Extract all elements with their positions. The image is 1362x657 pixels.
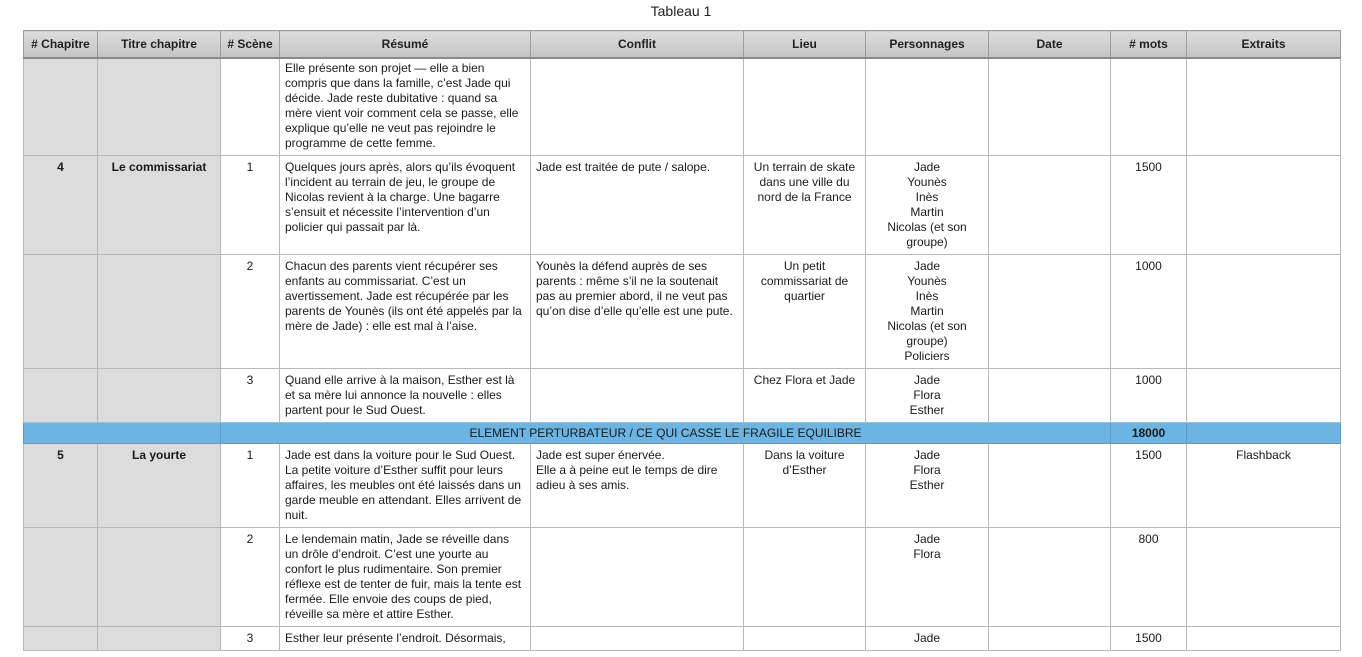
header-extraits[interactable]: Extraits: [1187, 31, 1341, 59]
cell-date[interactable]: [989, 58, 1111, 156]
personnage-item: Jade: [913, 448, 941, 462]
cell-personnages[interactable]: [866, 528, 989, 627]
cell-scene[interactable]: 2: [221, 528, 280, 627]
personnage-item: Inès: [915, 190, 939, 204]
separator-extraits[interactable]: [1187, 423, 1341, 444]
cell-conflit[interactable]: Younès la défend auprès de ses parents : même s’il ne la soutenait pas au premier abord, il ne veut pas qu’on dise d’elle qu’elle est une pute.: [531, 255, 744, 369]
cell-lieu[interactable]: [744, 58, 866, 156]
cell-mots[interactable]: 800: [1111, 528, 1187, 627]
cell-scene[interactable]: [221, 58, 280, 156]
cell-conflit[interactable]: [531, 58, 744, 156]
cell-chapitre[interactable]: [24, 369, 98, 423]
personnage-item: Nicolas (et son groupe): [887, 220, 967, 249]
table-row: [24, 58, 1341, 156]
cell-conflit[interactable]: [531, 444, 744, 528]
table-body-part2: [24, 444, 1341, 651]
cell-lieu[interactable]: Chez Flora et Jade: [744, 369, 866, 423]
cell-extraits[interactable]: [1187, 255, 1341, 369]
cell-extraits[interactable]: [1187, 369, 1341, 423]
cell-scene[interactable]: 2: [221, 255, 280, 369]
cell-date[interactable]: [989, 627, 1111, 651]
header-scene[interactable]: # Scène: [221, 31, 280, 59]
table-body-part1: [24, 58, 1341, 423]
cell-mots[interactable]: 1000: [1111, 255, 1187, 369]
cell-mots[interactable]: 1500: [1111, 444, 1187, 528]
cell-lieu[interactable]: Un terrain de skate dans une ville du nord de la France: [744, 156, 866, 255]
header-row: [24, 31, 1341, 59]
cell-chapitre[interactable]: [24, 528, 98, 627]
personnage-item: Esther: [909, 478, 945, 492]
personnage-item: Esther: [909, 403, 945, 417]
cell-extraits[interactable]: [1187, 58, 1341, 156]
cell-titre-chapitre[interactable]: Le commissariat: [98, 156, 221, 255]
header-conflit[interactable]: Conflit: [531, 31, 744, 59]
cell-mots[interactable]: 1500: [1111, 627, 1187, 651]
table-row: [24, 255, 1341, 369]
header-mots[interactable]: # mots: [1111, 31, 1187, 59]
cell-mots[interactable]: [1111, 58, 1187, 156]
personnage-item: Flora: [913, 547, 941, 561]
table-separator: [24, 423, 1341, 444]
cell-personnages[interactable]: [866, 58, 989, 156]
cell-chapitre[interactable]: [24, 255, 98, 369]
personnage-item: Jade: [913, 259, 941, 273]
cell-extraits[interactable]: [1187, 627, 1341, 651]
header-chapitre[interactable]: # Chapitre: [24, 31, 98, 59]
cell-chapitre[interactable]: [24, 627, 98, 651]
personnage-item: Policiers: [904, 349, 950, 363]
header-lieu[interactable]: Lieu: [744, 31, 866, 59]
cell-date[interactable]: [989, 369, 1111, 423]
cell-resume[interactable]: Elle présente son projet — elle a bien compris que dans la famille, c’est Jade qui décide. Jade reste dubitative : quand sa mère vient voir comment cela se passe, elle explique qu’elle ne veut pas rejoindre le programme de cette femme.: [280, 58, 531, 156]
cell-resume[interactable]: Quand elle arrive à la maison, Esther est là et sa mère lui annonce la nouvelle : elles partent pour le Sud Ouest.: [280, 369, 531, 423]
story-table: [23, 30, 1341, 651]
personnage-item: Nicolas (et son groupe): [887, 319, 967, 348]
table-row: [24, 627, 1341, 651]
cell-scene[interactable]: 1: [221, 444, 280, 528]
cell-titre-chapitre[interactable]: [98, 369, 221, 423]
cell-conflit[interactable]: [531, 528, 744, 627]
header-personnages[interactable]: Personnages: [866, 31, 989, 59]
cell-chapitre[interactable]: [24, 58, 98, 156]
cell-resume[interactable]: Le lendemain matin, Jade se réveille dans un drôle d’endroit. C’est une yourte au confort le plus rudimentaire. Son premier réflexe est de tenter de fuir, mais la tente est fermée. Elle envoie des coups de pied, réveille sa mère et attire Esther.: [280, 528, 531, 627]
cell-conflit[interactable]: [531, 627, 744, 651]
personnage-item: Jade: [913, 532, 941, 546]
cell-scene[interactable]: 3: [221, 369, 280, 423]
separator-mots[interactable]: 18000: [1111, 423, 1187, 444]
cell-personnages[interactable]: [866, 444, 989, 528]
conflit-line: Jade est super énervée.: [536, 448, 665, 462]
personnage-item: Inès: [915, 289, 939, 303]
cell-extraits[interactable]: Flashback: [1187, 444, 1341, 528]
cell-lieu[interactable]: [744, 528, 866, 627]
personnage-item: Jade: [913, 160, 941, 174]
personnage-item: Martin: [910, 205, 944, 219]
header-resume[interactable]: Résumé: [280, 31, 531, 59]
cell-lieu[interactable]: Un petit commissariat de quartier: [744, 255, 866, 369]
table-row: [24, 369, 1341, 423]
cell-titre-chapitre[interactable]: [98, 255, 221, 369]
separator-label[interactable]: ELEMENT PERTURBATEUR / CE QUI CASSE LE FRAGILE EQUILIBRE: [221, 423, 1111, 444]
cell-chapitre[interactable]: 4: [24, 156, 98, 255]
table-row: [24, 528, 1341, 627]
cell-titre-chapitre[interactable]: [98, 58, 221, 156]
cell-personnages[interactable]: [866, 255, 989, 369]
cell-mots[interactable]: 1500: [1111, 156, 1187, 255]
cell-date[interactable]: [989, 156, 1111, 255]
cell-conflit[interactable]: [531, 369, 744, 423]
conflit-line: Elle a à peine eut le temps de dire adieu à ses amis.: [536, 463, 718, 492]
personnage-item: Flora: [913, 388, 941, 402]
cell-extraits[interactable]: [1187, 528, 1341, 627]
cell-date[interactable]: [989, 444, 1111, 528]
separator-blank[interactable]: [24, 423, 221, 444]
personnage-item: Jade: [913, 373, 941, 387]
cell-resume[interactable]: Quelques jours après, alors qu’ils évoquent l’incident au terrain de jeu, le groupe de Nicolas revient à la charge. Une bagarre s’ensuit et nécessite l’intervention d’un policier qui passait par là.: [280, 156, 531, 255]
table-row: [24, 156, 1341, 255]
cell-titre-chapitre[interactable]: [98, 528, 221, 627]
table-row: [24, 444, 1341, 528]
cell-chapitre[interactable]: 5: [24, 444, 98, 528]
cell-date[interactable]: [989, 528, 1111, 627]
cell-scene[interactable]: 1: [221, 156, 280, 255]
personnage-item: Younès: [907, 175, 947, 189]
cell-conflit[interactable]: Jade est traitée de pute / salope.: [531, 156, 744, 255]
cell-personnages[interactable]: [866, 156, 989, 255]
header-date[interactable]: Date: [989, 31, 1111, 59]
cell-date[interactable]: [989, 255, 1111, 369]
cell-personnages[interactable]: [866, 369, 989, 423]
cell-resume[interactable]: Esther leur présente l’endroit. Désormais,: [280, 627, 531, 651]
sheet-title: Tableau 1: [650, 3, 712, 19]
cell-personnages[interactable]: [866, 627, 989, 651]
personnage-item: Flora: [913, 463, 941, 477]
cell-resume[interactable]: Jade est dans la voiture pour le Sud Ouest. La petite voiture d’Esther suffit pour leurs affaires, les meubles ont été laissés dans un garde meuble en attendant. Elles arrivent de nuit.: [280, 444, 531, 528]
cell-lieu[interactable]: Dans la voiture d’Esther: [744, 444, 866, 528]
cell-resume[interactable]: Chacun des parents vient récupérer ses enfants au commissariat. C’est un avertissement. Jade est récupérée par les parents de Younès (ils ont été appelés par la mère de Jade) : elle est mal à l’aise.: [280, 255, 531, 369]
cell-titre-chapitre[interactable]: [98, 627, 221, 651]
cell-mots[interactable]: 1000: [1111, 369, 1187, 423]
cell-lieu[interactable]: [744, 627, 866, 651]
personnage-item: Jade: [913, 631, 941, 645]
cell-extraits[interactable]: [1187, 156, 1341, 255]
cell-titre-chapitre[interactable]: La yourte: [98, 444, 221, 528]
personnage-item: Younès: [907, 274, 947, 288]
separator-row[interactable]: [24, 423, 1341, 444]
personnage-item: Martin: [910, 304, 944, 318]
cell-scene[interactable]: 3: [221, 627, 280, 651]
header-titre[interactable]: Titre chapitre: [98, 31, 221, 59]
